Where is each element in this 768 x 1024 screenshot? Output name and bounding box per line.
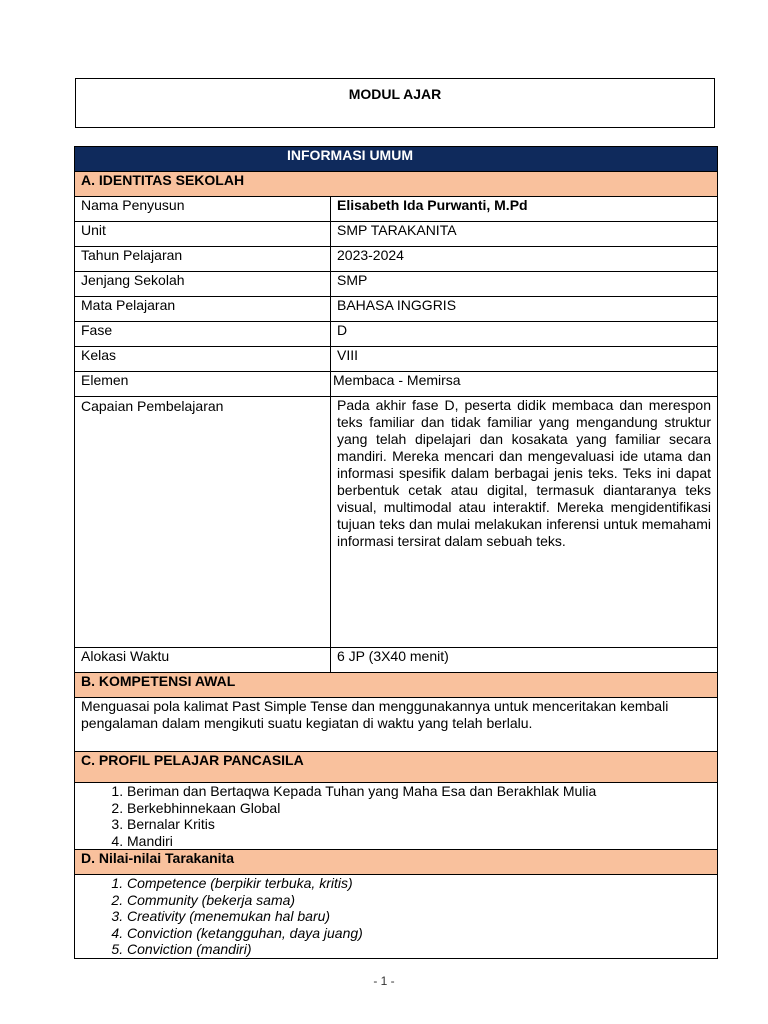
section-a-title: A. IDENTITAS SEKOLAH (75, 172, 718, 197)
list-item: 1. Competence (berpikir terbuka, kritis) (127, 875, 711, 892)
table-row (75, 397, 718, 648)
table-row (75, 322, 718, 347)
section-c-header (75, 752, 718, 783)
list-item: 4. Mandiri (127, 833, 711, 850)
row-value: 2023-2024 (331, 247, 718, 272)
row-value: BAHASA INGGRIS (331, 297, 718, 322)
info-table (74, 146, 718, 959)
table-row (75, 875, 718, 959)
table-row (75, 783, 718, 850)
table-row (75, 372, 718, 397)
table-row (75, 272, 718, 297)
row-label: Fase (75, 322, 331, 347)
section-d-title: D. Nilai-nilai Tarakanita (75, 850, 718, 875)
table-row (75, 247, 718, 272)
table-row (75, 197, 718, 222)
row-value: VIII (331, 347, 718, 372)
row-label: Capaian Pembelajaran (75, 397, 331, 648)
row-label: Nama Penyusun (75, 197, 331, 222)
table-row (75, 297, 718, 322)
row-value: 6 JP (3X40 menit) (331, 648, 718, 673)
section-b-header (75, 673, 718, 698)
section-d-header (75, 850, 718, 875)
table-row (75, 222, 718, 247)
module-title: MODUL AJAR (75, 78, 715, 128)
page-number: - 1 - (373, 974, 395, 988)
table-row (75, 347, 718, 372)
capaian-pembelajaran-text: Pada akhir fase D, peserta didik membaca dan merespon teks familiar dan tidak familiar yang mengandung struktur yang telah dipelajari dan kosakata yang familiar secara mandiri. Mereka mencari dan mengevaluasi ide utama dan informasi spesifik dalam berbagai jenis teks. Teks ini dapat berbentuk cetak atau digital, termasuk diantaranya teks visual, multimodal atau interaktif. Mereka mengidentifikasi tujuan teks dan mulai melakukan inferensi untuk memahami informasi tersirat dalam sebuah teks. (331, 397, 718, 648)
list-item: 2. Community (bekerja sama) (127, 892, 711, 909)
section-c-title: C. PROFIL PELAJAR PANCASILA (75, 752, 718, 783)
row-value: Elisabeth Ida Purwanti, M.Pd (331, 197, 718, 222)
row-label: Elemen (75, 372, 331, 397)
list-item: 5. Conviction (mandiri) (127, 941, 711, 958)
nilai-tarakanita-list (81, 875, 711, 958)
row-label: Unit (75, 222, 331, 247)
row-value: Membaca - Memirsa (331, 372, 718, 397)
row-label: Tahun Pelajaran (75, 247, 331, 272)
list-item: 3. Creativity (menemukan hal baru) (127, 908, 711, 925)
table-row (75, 648, 718, 673)
list-item: 4. Conviction (ketangguhan, daya juang) (127, 925, 711, 942)
section-b-title: B. KOMPETENSI AWAL (75, 673, 718, 698)
profil-pancasila-list (81, 783, 711, 849)
list-item: 1. Beriman dan Bertaqwa Kepada Tuhan yang Maha Esa dan Berakhlak Mulia (127, 783, 711, 800)
info-umum-title: INFORMASI UMUM (287, 147, 413, 163)
row-value: SMP TARAKANITA (331, 222, 718, 247)
row-value: D (331, 322, 718, 347)
section-a-header (75, 172, 718, 197)
row-label: Kelas (75, 347, 331, 372)
row-label: Jenjang Sekolah (75, 272, 331, 297)
table-row (75, 698, 718, 752)
row-value: SMP (331, 272, 718, 297)
row-label: Alokasi Waktu (75, 648, 331, 673)
list-item: 3. Bernalar Kritis (127, 816, 711, 833)
row-label: Mata Pelajaran (75, 297, 331, 322)
kompetensi-awal-text: Menguasai pola kalimat Past Simple Tense dan menggunakannya untuk menceritakan kembali pengalaman dalam mengikuti suatu kegiatan di waktu yang telah berlalu. (75, 698, 718, 752)
list-item: 2. Berkebhinnekaan Global (127, 800, 711, 817)
info-umum-header (75, 147, 718, 172)
